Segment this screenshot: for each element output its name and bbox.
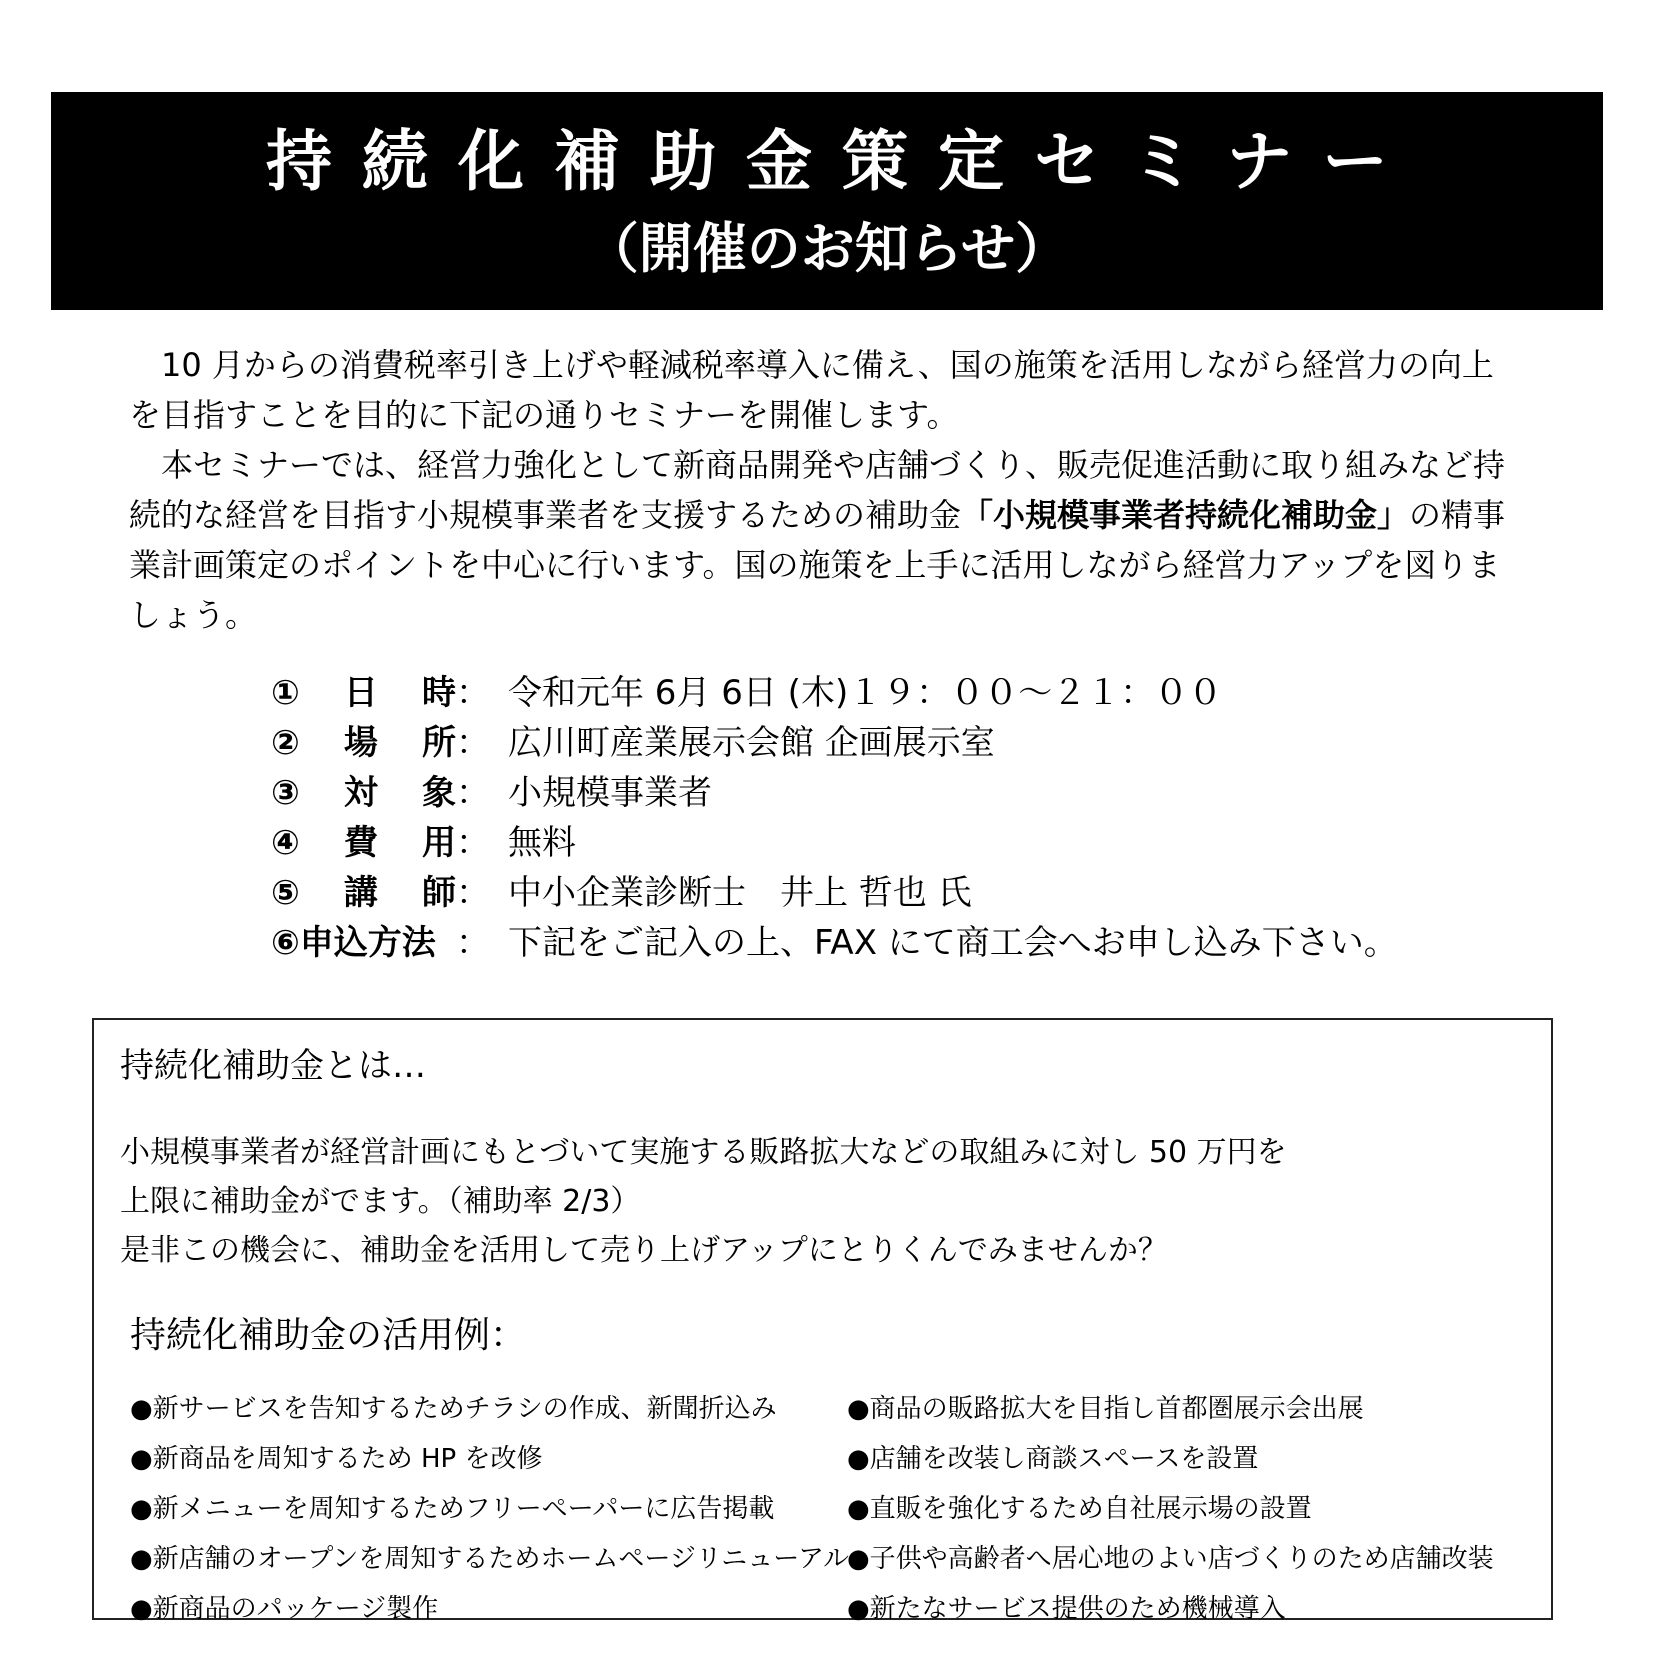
intro-paragraph-2-text: 本セミナーでは、経営力強化として新商品開発や店舗づくり、販売促進活動に取り組みなど持続的な経営を目指す小規模事業者を支援するための補助金: [129, 446, 1506, 534]
detail-value-lecturer: 中小企業診断士 井上 哲也 氏: [508, 873, 972, 913]
detail-colon: ：: [456, 673, 490, 713]
detail-label-part: 講: [343, 873, 378, 913]
subsidy-info-box: [92, 1018, 1553, 1624]
detail-row-application: [271, 918, 1571, 968]
detail-number: ⑤: [271, 873, 300, 913]
detail-colon: ：: [456, 823, 490, 863]
detail-number: ④: [271, 823, 300, 863]
intro-paragraph-1: 10 月からの消費税率引き上げや軽減税率導入に備え、国の施策を活用しながら経営力の向上を目指すことを目的に下記の通りセミナーを開催します。: [129, 346, 1494, 434]
detail-label-part: 用: [421, 823, 456, 863]
intro-text: [129, 340, 1509, 640]
info-body: [120, 1128, 1287, 1275]
list-item: ●商品の販路拡大を目指し首都圏展示会出展: [847, 1394, 1364, 1424]
detail-colon: ：: [456, 923, 490, 963]
detail-label-part: 所: [421, 723, 456, 763]
list-item: ●新商品のパッケージ製作: [130, 1594, 439, 1624]
detail-row-target: [271, 768, 1571, 818]
info-line: 上限に補助金がでます。（補助率 2/3）: [120, 1184, 641, 1219]
detail-number: ⑥: [271, 923, 300, 963]
intro-paragraph-2-text-end: の精事業計画策定のポイントを中心に行います。国の施策を上手に活用しながら経営力アップを図りましょう。: [129, 496, 1506, 634]
intro-paragraph-2: [129, 440, 1509, 640]
detail-value-fee: 無料: [508, 823, 576, 863]
info-line: 是非この機会に、補助金を活用して売り上げアップにとりくんでみませんか？: [120, 1233, 1168, 1268]
detail-row-venue: [271, 718, 1571, 768]
detail-value-venue: 広川町産業展示会館 企画展示室: [508, 723, 995, 763]
detail-colon: ：: [456, 773, 490, 813]
detail-label-part: 申込方法: [299, 923, 436, 963]
detail-value-application: 下記をご記入の上、FAX にて商工会へお申し込み下さい。: [508, 923, 1398, 963]
list-item: ●店舗を改装し商談スペースを設置: [847, 1444, 1259, 1474]
info-heading: 持続化補助金とは…: [120, 1046, 426, 1086]
examples-list: [130, 1384, 1530, 1634]
subsidy-name-highlight: 「小規模事業者持続化補助金」: [961, 496, 1410, 534]
page-subtitle: （開催のお知らせ）: [584, 217, 1070, 280]
detail-row-fee: [271, 818, 1571, 868]
detail-value-target: 小規模事業者: [508, 773, 712, 813]
examples-heading: 持続化補助金の活用例：: [130, 1315, 527, 1356]
detail-value-datetime: 令和元年 6月 6日 (木)１９：００～２１：００: [508, 673, 1223, 713]
detail-label-part: 日: [343, 673, 378, 713]
list-item: ●子供や高齢者へ居心地のよい店づくりのため店舗改装: [847, 1544, 1494, 1574]
info-line: 小規模事業者が経営計画にもとづいて実施する販路拡大などの取組みに対し 50 万円を: [120, 1135, 1287, 1170]
list-item: ●直販を強化するため自社展示場の設置: [847, 1494, 1312, 1524]
detail-label-part: 対: [343, 773, 378, 813]
seminar-details: [271, 668, 1571, 968]
list-item: ●新店舗のオープンを周知するためホームページリニューアル: [130, 1544, 849, 1574]
detail-label-part: 費: [343, 823, 378, 863]
page-title: 持続化補助金策定セミナー: [266, 123, 1418, 200]
detail-row-lecturer: [271, 868, 1571, 918]
detail-colon: ：: [456, 873, 490, 913]
detail-number: ①: [271, 673, 300, 713]
detail-colon: ：: [456, 723, 490, 763]
list-item: ●新たなサービス提供のため機械導入: [847, 1594, 1286, 1624]
detail-label-part: 師: [421, 873, 456, 913]
list-item: ●新商品を周知するため HP を改修: [130, 1444, 543, 1474]
detail-number: ③: [271, 773, 300, 813]
detail-label-part: 象: [421, 773, 456, 813]
detail-row-datetime: [271, 668, 1571, 718]
list-item: ●新メニューを周知するためフリーペーパーに広告掲載: [130, 1494, 775, 1524]
title-banner: [51, 92, 1603, 310]
detail-label-part: 場: [343, 723, 378, 763]
detail-number: ②: [271, 723, 300, 763]
detail-label-part: 時: [421, 673, 456, 713]
list-item: ●新サービスを告知するためチラシの作成、新聞折込み: [130, 1394, 777, 1424]
